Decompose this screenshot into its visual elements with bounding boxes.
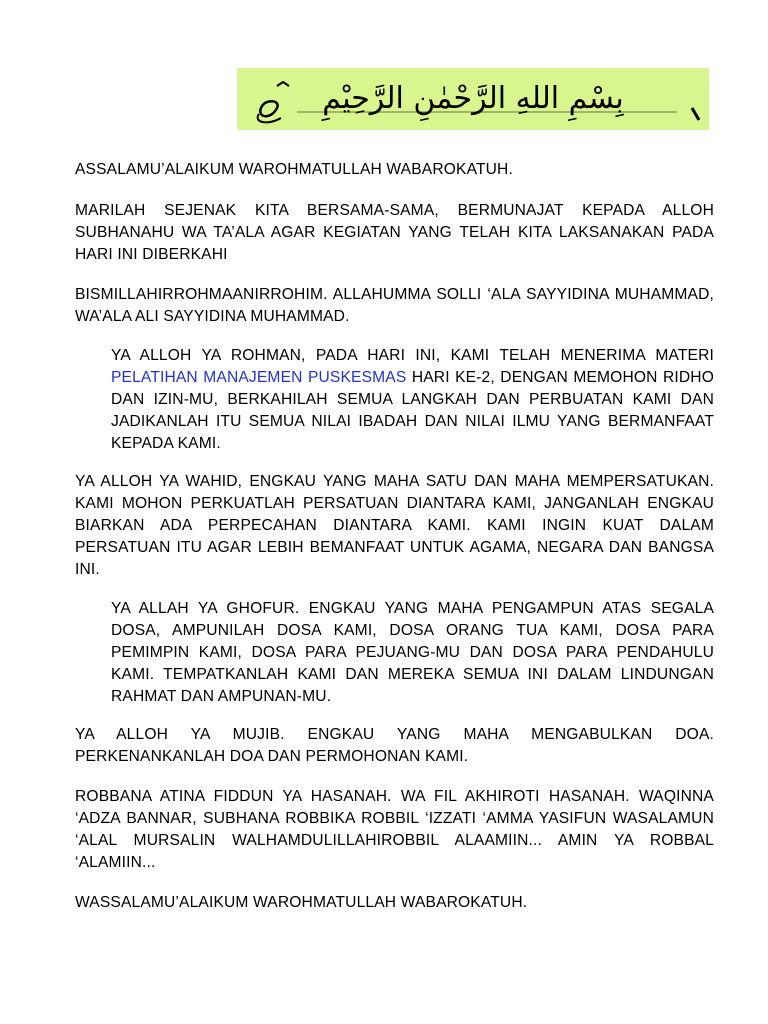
prayer-mujib-paragraph: YA ALLOH YA MUJIB. ENGKAU YANG MAHA MENGABULKAN DOA. PERKENANKANLAH DOA DAN PERMOHONAN KAMI. (75, 726, 714, 765)
closing-prayer-paragraph: ROBBANA ATINA FIDDUN YA HASANAH. WA FIL AKHIROTI HASANAH. WAQINNA ‘ADZA BANNAR, SUBHANA ROBBIKA ROBBIL ‘IZZATI ‘AMMA YASIFUN WASALAMUN ‘ALAL MURSALIN WALHAMDULILLAHIROBBIL ALAAMIIN... AMIN YA ROBBAL ‘ALAMIIN... (75, 788, 714, 871)
training-title-highlight: PELATIHAN MANAJEMEN PUSKESMAS (111, 369, 407, 386)
prayer-rohman-text-2: HARI KE-2, DENGAN MEMOHON RIDHO DAN IZIN-MU, BERKAHILAH SEMUA LANGKAH DAN PERBUATAN KAMI DAN JADIKANLAH ITU SEMUA NILAI IBADAH DAN NILAI ILMU YANG BERMANFAAT KEPADA KAMI. (111, 369, 714, 452)
prayer-ghofur-paragraph: YA ALLAH YA GHOFUR. ENGKAU YANG MAHA PENGAMPUN ATAS SEGALA DOSA, AMPUNILAH DOSA KAMI, DOSA ORANG TUA KAMI, DOSA PARA PEMIMPIN KAMI, DOSA PARA PEJUANG-MU DAN DOSA PARA PENDAHULU KAMI. TEMPATKANLAH KAMI DAN MEREKA SEMUA INI DALAM LINDUNGAN RAHMAT DAN AMPUNAN-MU. (111, 600, 714, 705)
intro-paragraph: MARILAH SEJENAK KITA BERSAMA-SAMA, BERMUNAJAT KEPADA ALLOH SUBHANAHU WA TA’ALA AGAR KEGIATAN YANG TELAH KITA LAKSANAKAN PADA HARI INI DIBERKAHI (75, 202, 714, 263)
basmala-banner (237, 68, 709, 130)
greeting-open: ASSALAMU’ALAIKUM WAROHMATULLAH WABAROKATUH. (75, 161, 513, 178)
prayer-rohman-text-1: YA ALLOH YA ROHMAN, PADA HARI INI, KAMI TELAH MENERIMA MATERI (111, 347, 714, 364)
bismillah-paragraph: BISMILLAHIRROHMAANIRROHIM. ALLAHUMMA SOLLI ‘ALA SAYYIDINA MUHAMMAD, WA’ALA ALI SAYYIDINA MUHAMMAD. (75, 286, 714, 325)
prayer-wahid-paragraph: YA ALLOH YA WAHID, ENGKAU YANG MAHA SATU DAN MAHA MEMPERSATUKAN. KAMI MOHON PERKUATLAH PERSATUAN DIANTARA KAMI, JANGANLAH ENGKAU BIARKAN ADA PERPECAHAN DIANTARA KAMI. KAMI INGIN KUAT DALAM PERSATUAN ITU AGAR LEBIH BEMANFAAT UNTUK AGAMA, NEGARA DAN BANGSA INI. (75, 473, 714, 578)
basmala-calligraphy: بِسْمِ اللهِ الرَّحْمٰنِ الرَّحِيْمِ (322, 81, 624, 116)
prayer-rohman-paragraph (111, 345, 714, 455)
greeting-close: WASSALAMU’ALAIKUM WAROHMATULLAH WABAROKATUH. (75, 894, 528, 911)
